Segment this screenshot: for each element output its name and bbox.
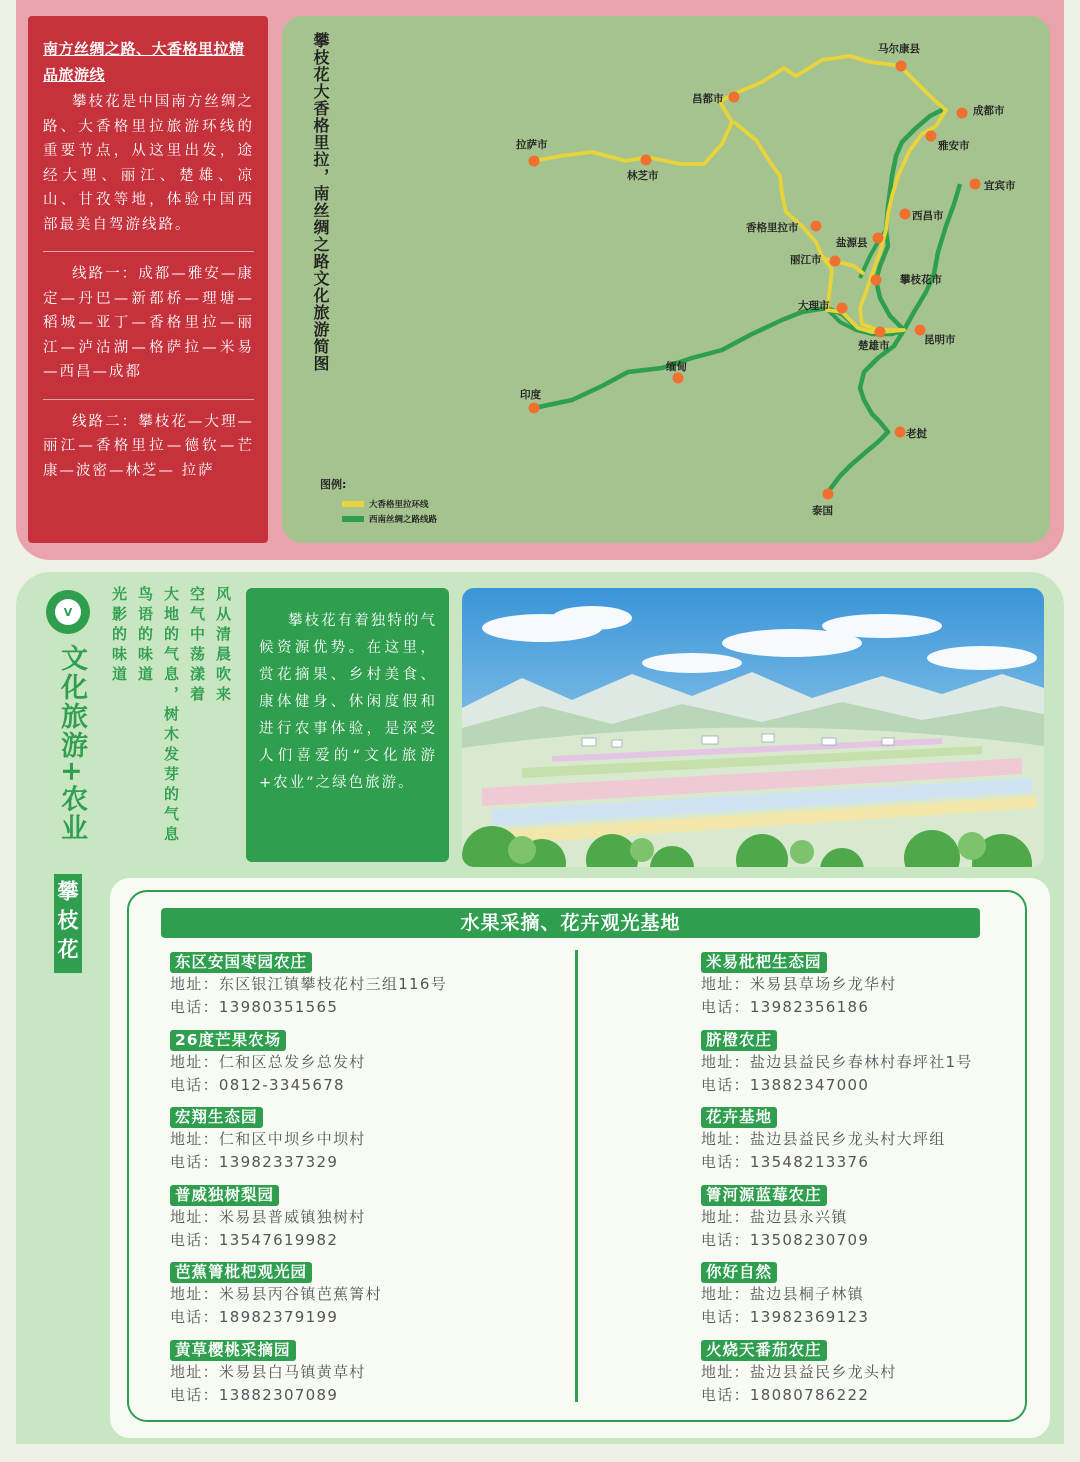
farm-phone-row [701,996,973,1019]
address-label: 地址： [701,1052,750,1071]
address-label: 地址： [701,1207,750,1226]
farm-address-row [701,1051,973,1074]
farm-address-row [701,1283,973,1306]
phone-label: 电话： [170,1230,219,1249]
address-label: 地址： [701,1285,750,1303]
farm-entry [170,1185,447,1263]
city-label: 昆明市 [924,334,956,346]
phone-label: 电话： [701,1153,750,1171]
city-label: 香格里拉市 [746,222,799,234]
farm-address-row [701,1361,973,1384]
route-line-two: 线路二：攀枝花—大理—丽江—香格里拉—德钦—芒康—波密—林芝— 拉萨 [43,413,254,479]
route-intro: 攀枝花是中国南方丝绸之路、大香格里拉旅游环线的重要节点，从这里出发，途经大理、丽江、楚雄、凉山、甘孜等地，体验中国西部最美自驾游线路。 [43,94,254,233]
farm-name: 箐河源蓝莓农庄 [701,1185,827,1206]
city-yibin-marker [970,179,981,190]
farm-entry [170,1340,447,1418]
address-label: 地址： [170,1362,219,1381]
city-miandian-marker [673,373,684,384]
farm-phone: 18080786222 [749,1385,870,1404]
farm-list-left [170,952,447,1417]
farm-name: 脐橙农庄 [701,1030,777,1051]
farm-phone-row [701,1229,973,1252]
phone-label: 电话： [170,1308,219,1326]
phone-label: 电话： [170,1153,219,1171]
farm-phone-row [170,1151,447,1174]
farm-phone-row [170,1306,447,1329]
farm-address-row [701,1206,973,1229]
address-label: 地址： [170,1285,219,1303]
farm-address-row [701,1128,973,1151]
poem-line: 空气中荡漾着 [188,586,206,706]
farm-address-row [170,973,447,996]
farm-entry [170,1262,447,1340]
legend-green-swatch [342,516,364,522]
city-label: 拉萨市 [516,139,548,151]
farm-list-right [701,952,973,1417]
farm-phone-row [170,1384,447,1407]
city-taiguo-marker [823,489,834,500]
farm-address: 米易县白马镇黄草村 [218,1362,366,1381]
farm-phone: 0812-3345678 [218,1075,345,1094]
map-canvas [282,16,1050,543]
farm-phone: 13882307089 [218,1385,339,1404]
bottom-section [16,572,1064,1444]
phone-label: 电话： [701,998,750,1016]
poem-line: 光影的味道 [110,586,128,686]
phone-label: 电话： [170,998,219,1016]
city-label: 林芝市 [627,170,659,182]
city-lasa-marker [529,156,540,167]
farm-name: 东区安国枣园农庄 [170,952,312,973]
landscape-illustration [462,588,1044,867]
city-label: 大理市 [798,300,830,312]
farm-phone: 13508230709 [749,1230,870,1249]
farm-address: 东区银江镇攀枝花村三组116号 [218,975,448,993]
city-yaan-marker [926,131,937,142]
city-label: 盐源县 [836,237,868,249]
city-yanyuan-marker [873,233,884,244]
farm-entry [701,1185,973,1263]
top-section [16,0,1064,560]
legend-yellow-label: 大香格里拉环线 [369,500,429,510]
farm-address-row [170,1283,447,1306]
logo-mark: V [55,599,81,625]
side-title: 文化旅游+农业 [56,644,87,843]
address-label: 地址： [170,975,219,993]
map-title: 攀枝花大香格里拉，南丝绸之路文化旅游简图 [311,32,330,372]
poem-line: 风从清晨吹来 [214,586,232,706]
city-xichang-marker [900,209,911,220]
city-label: 马尔康县 [878,43,920,55]
farm-phone-row [701,1074,973,1097]
farm-entry [701,1340,973,1418]
phone-label: 电话： [701,1075,750,1094]
farm-name: 芭蕉箐枇杷观光园 [170,1262,312,1283]
farm-address: 米易县丙谷镇芭蕉箐村 [218,1285,382,1303]
phone-label: 电话： [701,1308,750,1326]
farm-name: 花卉基地 [701,1107,777,1128]
legend-green-label: 西南丝绸之路线路 [369,515,438,525]
farm-phone: 13982337329 [218,1153,339,1171]
route-card [28,16,268,543]
farm-address-row [170,1128,447,1151]
phone-label: 电话： [170,1075,219,1094]
city-chuxiong-marker [875,327,886,338]
legend-title: 图例: [320,478,347,491]
farm-address-row [170,1361,447,1384]
route-divider [43,399,254,400]
city-changdu-marker [729,92,740,103]
farm-phone: 13548213376 [749,1153,870,1171]
farm-entry [170,1030,447,1108]
poem-line: 鸟语的味道 [136,586,154,686]
farm-phone: 13982369123 [749,1308,870,1326]
city-label: 缅甸 [666,361,687,373]
farm-phone: 18982379199 [218,1308,339,1326]
farm-entry [701,1107,973,1185]
phone-label: 电话： [701,1230,750,1249]
side-tag: 攀枝花 [54,874,82,973]
green-route-yibin [904,184,960,330]
green-route-west [534,308,904,408]
route-divider [43,251,254,252]
phone-label: 电话： [170,1385,219,1404]
legend-yellow-swatch [342,501,364,507]
farm-name: 26度芒果农场 [170,1030,286,1051]
legend-yellow [342,498,429,510]
city-shangrila-marker [811,221,822,232]
column-divider [575,950,578,1402]
address-label: 地址： [170,1207,219,1226]
farm-phone-row [170,1229,447,1252]
farm-address: 盐边县益民乡龙头村 [749,1362,897,1381]
farm-address: 盐边县桐子林镇 [749,1285,865,1303]
farm-name: 你好自然 [701,1262,777,1283]
address-label: 地址： [701,975,750,993]
city-panzhihua-marker [871,275,882,286]
city-label: 西昌市 [912,210,944,222]
address-label: 地址： [170,1052,219,1071]
farm-name: 黄草樱桃采摘园 [170,1340,296,1361]
farm-phone-row [701,1306,973,1329]
farm-address: 米易县普威镇独树村 [218,1207,366,1226]
city-label: 宜宾市 [984,180,1016,192]
farm-address: 盐边县永兴镇 [749,1207,848,1226]
city-yindu-marker [529,403,540,414]
poem-line: 大地的气息，树木发芽的气息 [162,586,180,846]
farm-address: 米易县草场乡龙华村 [749,975,897,993]
farm-phone-row [701,1151,973,1174]
farm-phone-row [701,1384,973,1407]
city-label: 成都市 [973,105,1005,117]
address-label: 地址： [170,1130,219,1148]
yellow-route-loop [534,56,946,332]
farm-entry [170,952,447,1030]
city-linzhi-marker [641,155,652,166]
farm-phone: 13982356186 [749,998,870,1016]
address-label: 地址： [701,1130,750,1148]
city-label: 雅安市 [938,140,970,152]
farm-entry [701,952,973,1030]
farm-phone-row [170,996,447,1019]
farm-address-row [701,973,973,996]
route-map [282,16,1050,543]
farm-address-row [170,1051,447,1074]
intro-box: 攀枝花有着独特的气候资源优势。在这里，赏花摘果、乡村美食、康体健身、休闲度假和进行农事体验，是深受人们喜爱的“文化旅游+农业”之绿色旅游。 [246,588,449,862]
farm-entry [701,1262,973,1340]
city-label: 昌都市 [692,93,724,105]
green-route-south [828,330,904,492]
farm-list-heading: 水果采摘、花卉观光基地 [161,908,980,938]
city-maerkang-marker [896,61,907,72]
city-label: 老挝 [906,428,927,440]
city-lijiang-marker [830,256,841,267]
farm-entry [170,1107,447,1185]
city-dali-marker [837,303,848,314]
farm-entry [701,1030,973,1108]
city-laowo-marker [895,427,906,438]
farm-address: 盐边县益民乡春林村春坪社1号 [749,1052,973,1071]
city-label: 丽江市 [790,254,822,266]
landscape-photo [462,588,1044,867]
city-label: 泰国 [812,505,833,517]
farm-phone: 13980351565 [218,998,339,1016]
farm-phone: 13882347000 [749,1075,870,1094]
city-label: 楚雄市 [858,340,890,352]
farm-address: 仁和区总发乡总发村 [218,1052,366,1071]
farm-phone-row [170,1074,447,1097]
farm-name: 普威独树梨园 [170,1185,279,1206]
address-label: 地址： [701,1362,750,1381]
route-title: 南方丝绸之路、大香格里拉精品旅游线 [43,40,245,84]
phone-label: 电话： [701,1385,750,1404]
farm-address-row [170,1206,447,1229]
logo-icon [46,590,90,634]
city-chengdu-marker [957,108,968,119]
farm-name: 火烧天番茄农庄 [701,1340,827,1361]
farm-name: 米易枇杷生态园 [701,952,827,973]
farm-address: 盐边县益民乡龙头村大坪组 [749,1130,946,1148]
legend-green [342,513,437,525]
city-label: 印度 [520,389,541,401]
farm-name: 宏翔生态园 [170,1107,263,1128]
farm-address: 仁和区中坝乡中坝村 [218,1130,366,1148]
farm-list-panel [110,878,1050,1438]
route-line-one: 线路一：成都—雅安—康定—丹巴—新都桥—理塘—稻城—亚丁—香格里拉—丽江—泸沽湖—格萨拉—米易—西昌—成都 [43,266,254,380]
farm-phone: 13547619982 [218,1230,339,1249]
city-label: 攀枝花市 [900,274,942,286]
